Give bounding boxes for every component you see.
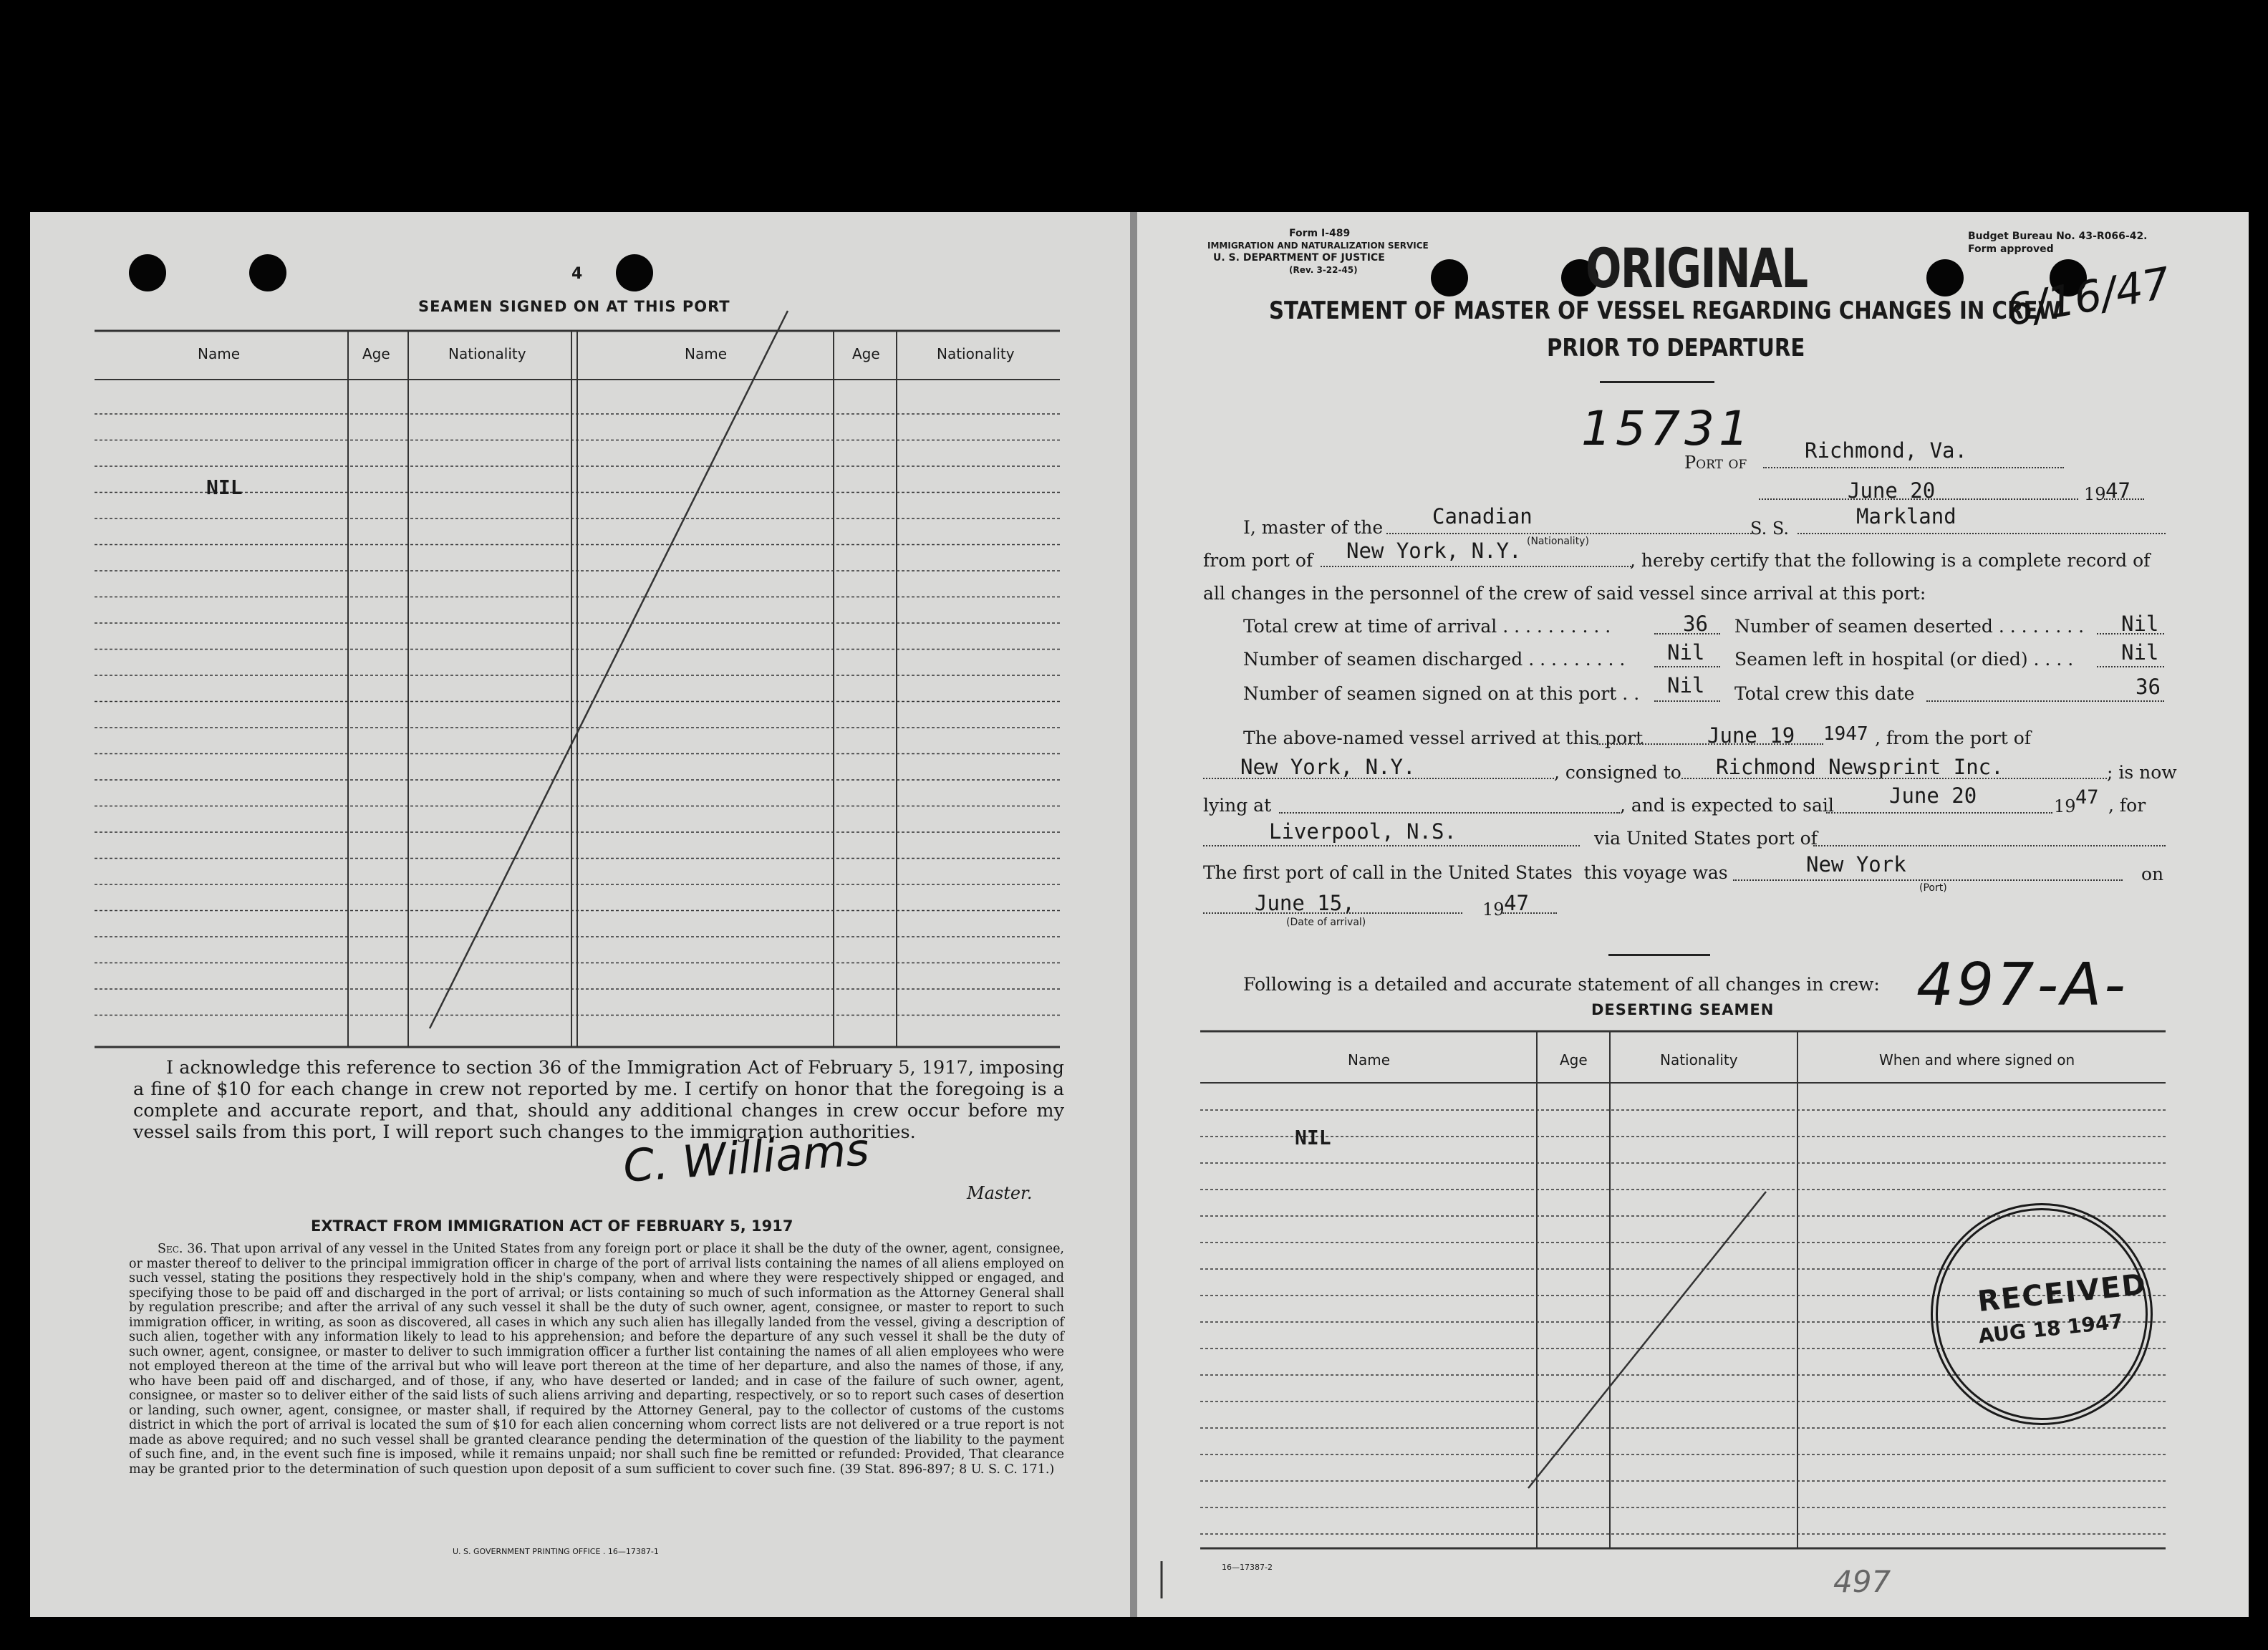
first-arrival-year: 47 bbox=[1504, 891, 1529, 915]
destination: Liverpool, N.S. bbox=[1269, 819, 1457, 844]
desert-col-signed-on: When and where signed on bbox=[1879, 1051, 2075, 1068]
desert-col-nationality: Nationality bbox=[1660, 1051, 1738, 1068]
left-col-age-2: Age bbox=[852, 345, 880, 362]
handwritten-number: 15731 bbox=[1581, 401, 1753, 456]
desert-col-age: Age bbox=[1560, 1051, 1588, 1068]
left-col-nationality-1: Nationality bbox=[448, 345, 526, 362]
left-col-name-2: Name bbox=[685, 345, 728, 362]
desert-col-name: Name bbox=[1348, 1051, 1391, 1068]
hospital-label: Seamen left in hospital (or died) . . . . bbox=[1734, 649, 2074, 670]
left-nil-entry: NIL bbox=[206, 476, 243, 499]
received-text: RECEIVED bbox=[1976, 1268, 2149, 1319]
discharged-value: Nil bbox=[1667, 640, 1705, 665]
bottom-handwritten: 497 bbox=[1833, 1564, 1891, 1599]
deserting-title: DESERTING SEAMEN bbox=[1591, 1001, 1775, 1018]
extract-title: EXTRACT FROM IMMIGRATION ACT OF FEBRUARY 5, 1917 bbox=[311, 1217, 793, 1235]
expected-label: , and is expected to sail bbox=[1620, 795, 1834, 816]
master-label: Master. bbox=[967, 1183, 1033, 1203]
title-line-2: PRIOR TO DEPARTURE bbox=[1547, 334, 1805, 362]
ss-label: S. S. bbox=[1750, 518, 1790, 539]
on-label: on bbox=[2141, 864, 2164, 884]
sail-date: June 20 bbox=[1889, 783, 1977, 808]
page-number: 4 bbox=[571, 265, 583, 283]
form-approved: Form approved bbox=[1968, 243, 2054, 255]
handwritten-date: 6/16/47 bbox=[2002, 258, 2174, 337]
port-value: Richmond, Va. bbox=[1805, 438, 1967, 463]
master-of-the-label: I, master of the bbox=[1243, 517, 1384, 538]
form-code: 16—17387-2 bbox=[1222, 1563, 1273, 1572]
total-crew-arrival-value: 36 bbox=[1683, 612, 1708, 636]
from-the-port-label: , from the port of bbox=[1875, 728, 2031, 748]
consigned-label: , consigned to bbox=[1554, 762, 1681, 783]
for-label: , for bbox=[2108, 795, 2146, 816]
form-number: Form I-489 bbox=[1289, 228, 1351, 239]
revision: (Rev. 3-22-45) bbox=[1289, 265, 1358, 275]
left-col-age-1: Age bbox=[362, 345, 390, 362]
is-now-label: ; is now bbox=[2107, 762, 2177, 783]
arrived-year: 1947 bbox=[1823, 723, 1868, 745]
vessel-nationality: Canadian bbox=[1432, 504, 1533, 529]
arrived-label: The above-named vessel arrived at this port bbox=[1243, 728, 1644, 748]
date-arrival-caption: (Date of arrival) bbox=[1286, 917, 1366, 928]
extract-lead: Sec. 36. bbox=[158, 1242, 208, 1256]
first-arrival-date: June 15, bbox=[1255, 891, 1355, 915]
total-crew-date-value: 36 bbox=[2136, 675, 2161, 699]
year-value: 47 bbox=[2105, 478, 2131, 503]
handwritten-code: 497-A- bbox=[1916, 951, 2128, 1019]
master-signature: C. Williams bbox=[621, 1123, 871, 1192]
section-title: SEAMEN SIGNED ON AT THIS PORT bbox=[418, 298, 730, 315]
from-port-label: from port of bbox=[1203, 550, 1313, 571]
agency-line-2: U. S. DEPARTMENT OF JUSTICE bbox=[1213, 252, 1385, 264]
year-prefix: 19 bbox=[2084, 484, 2106, 504]
changes-text: all changes in the personnel of the crew of said vessel since arrival at this port: bbox=[1203, 583, 1926, 604]
from-port-value: New York, N.Y. bbox=[1346, 539, 1522, 563]
arrived-date: June 19 bbox=[1707, 723, 1795, 748]
following-text: Following is a detailed and accurate statement of all changes in crew: bbox=[1243, 974, 1880, 995]
left-col-name-1: Name bbox=[198, 345, 241, 362]
extract-text: That upon arrival of any vessel in the United States from any foreign port or place it shall be the duty of the owner, agent, consignee, or master thereof to deliver to the principal immigration officer in charge of the port of arrival lists containing the names of all aliens employed on such vessel, stating the positions they respectively hold in the ship's company, when and where they were respectively shipped or engaged, and specifying those to be paid off and discharged in the port of arrival; or lists containing so much of such information as the Attorney General shall by regulation prescribe; and after the arrival of any such vessel it shall be the duty of such owner, agent, consignee, or master to report to such immigration officer, in writing, as soon as discovered, all cases in which any such alien has illegally landed from the vessel, giving a description of such alien, together with any information likely to lead to his apprehension; and before the departure of any such vessel it shall be the duty of such owner, agent, consignee, or master to deliver to such immigration officer a further list containing the names of all alien employees who were not employed thereon at the time of the arrival but who will leave port thereon at the time of her departure, and also the names of those, if any, who have been paid off and discharged, and of those, if any, who have deserted or landed; and in case of the failure of such owner, agent, consignee, or master so to deliver either of the said lists of such aliens arriving and departing, respectively, or so to report such cases of desertion or landing, such owner, agent, consignee, or master shall, if required by the Attorney General, pay to the collector of customs of the customs district in which the port of arrival is located the sum of $10 for each alien concerning whom correct lists are not delivered or a true report is not made as above required; and no such vessel shall be granted clearance pending the determination of the question of the liability to the payment of such fine, and, in the event such fine is imposed, while it remains unpaid; nor shall such fine be remitted or refunded: Provided, That clearance may be granted prior to the determination of such question upon deposit of a sum sufficient to cover such fine. (39 Stat. 896-897; 8 U. S. C. 171.) bbox=[129, 1242, 1064, 1477]
left-col-nationality-2: Nationality bbox=[937, 345, 1015, 362]
port-caption: (Port) bbox=[1919, 882, 1947, 894]
original-stamp: ORIGINAL bbox=[1586, 236, 1808, 300]
budget-bureau: Budget Bureau No. 43-R066-42. bbox=[1968, 231, 2148, 242]
nationality-caption: (Nationality) bbox=[1527, 536, 1589, 547]
received-date: AUG 18 1947 bbox=[1977, 1309, 2125, 1349]
port-of-label: Port of bbox=[1684, 453, 1747, 473]
vessel-name: Markland bbox=[1856, 504, 1956, 529]
date-value: June 20 bbox=[1848, 478, 1936, 503]
lying-at-label: lying at bbox=[1203, 795, 1272, 816]
deserting-nil-entry: NIL bbox=[1295, 1126, 1331, 1149]
printing-office: U. S. GOVERNMENT PRINTING OFFICE . 16—17387-1 bbox=[453, 1547, 659, 1556]
signed-on-label: Number of seamen signed on at this port . . bbox=[1243, 683, 1640, 704]
first-arrival-year-prefix: 19 bbox=[1482, 899, 1505, 920]
arrived-from: New York, N.Y. bbox=[1240, 755, 1416, 779]
signed-on-value: Nil bbox=[1667, 673, 1705, 698]
certify-text: , hereby certify that the following is a complete record of bbox=[1630, 550, 2151, 571]
hospital-value: Nil bbox=[2121, 640, 2159, 665]
acknowledgment-text: I acknowledge this reference to section 36 of the Immigration Act of February 5, 1917, imposing a fine of $10 for each change in crew not reported by me. I certify on honor that the foregoing is a complete and accurate report, and that, should any additional changes in crew occur before my vessel sails from this port, I will report such changes to the immigration authorities. bbox=[133, 1057, 1064, 1143]
agency-line-1: IMMIGRATION AND NATURALIZATION SERVICE bbox=[1207, 241, 1429, 251]
total-crew-arrival-label: Total crew at time of arrival . . . . . . . . . . bbox=[1243, 616, 1611, 637]
first-port: New York bbox=[1806, 852, 1906, 877]
consignee: Richmond Newsprint Inc. bbox=[1716, 755, 2004, 779]
via-label: via United States port of bbox=[1594, 828, 1818, 849]
sail-year-prefix: 19 bbox=[2054, 796, 2076, 816]
first-port-label: The first port of call in the United States this voyage was bbox=[1203, 862, 1728, 883]
sail-year: 47 bbox=[2075, 786, 2099, 809]
total-crew-date-label: Total crew this date bbox=[1734, 683, 1915, 704]
deserted-value: Nil bbox=[2121, 612, 2159, 636]
discharged-label: Number of seamen discharged . . . . . . . . . bbox=[1243, 649, 1626, 670]
deserted-label: Number of seamen deserted . . . . . . . . bbox=[1734, 616, 2085, 637]
title-line-1: STATEMENT OF MASTER OF VESSEL REGARDING CHANGES IN CREW bbox=[1269, 296, 2061, 325]
